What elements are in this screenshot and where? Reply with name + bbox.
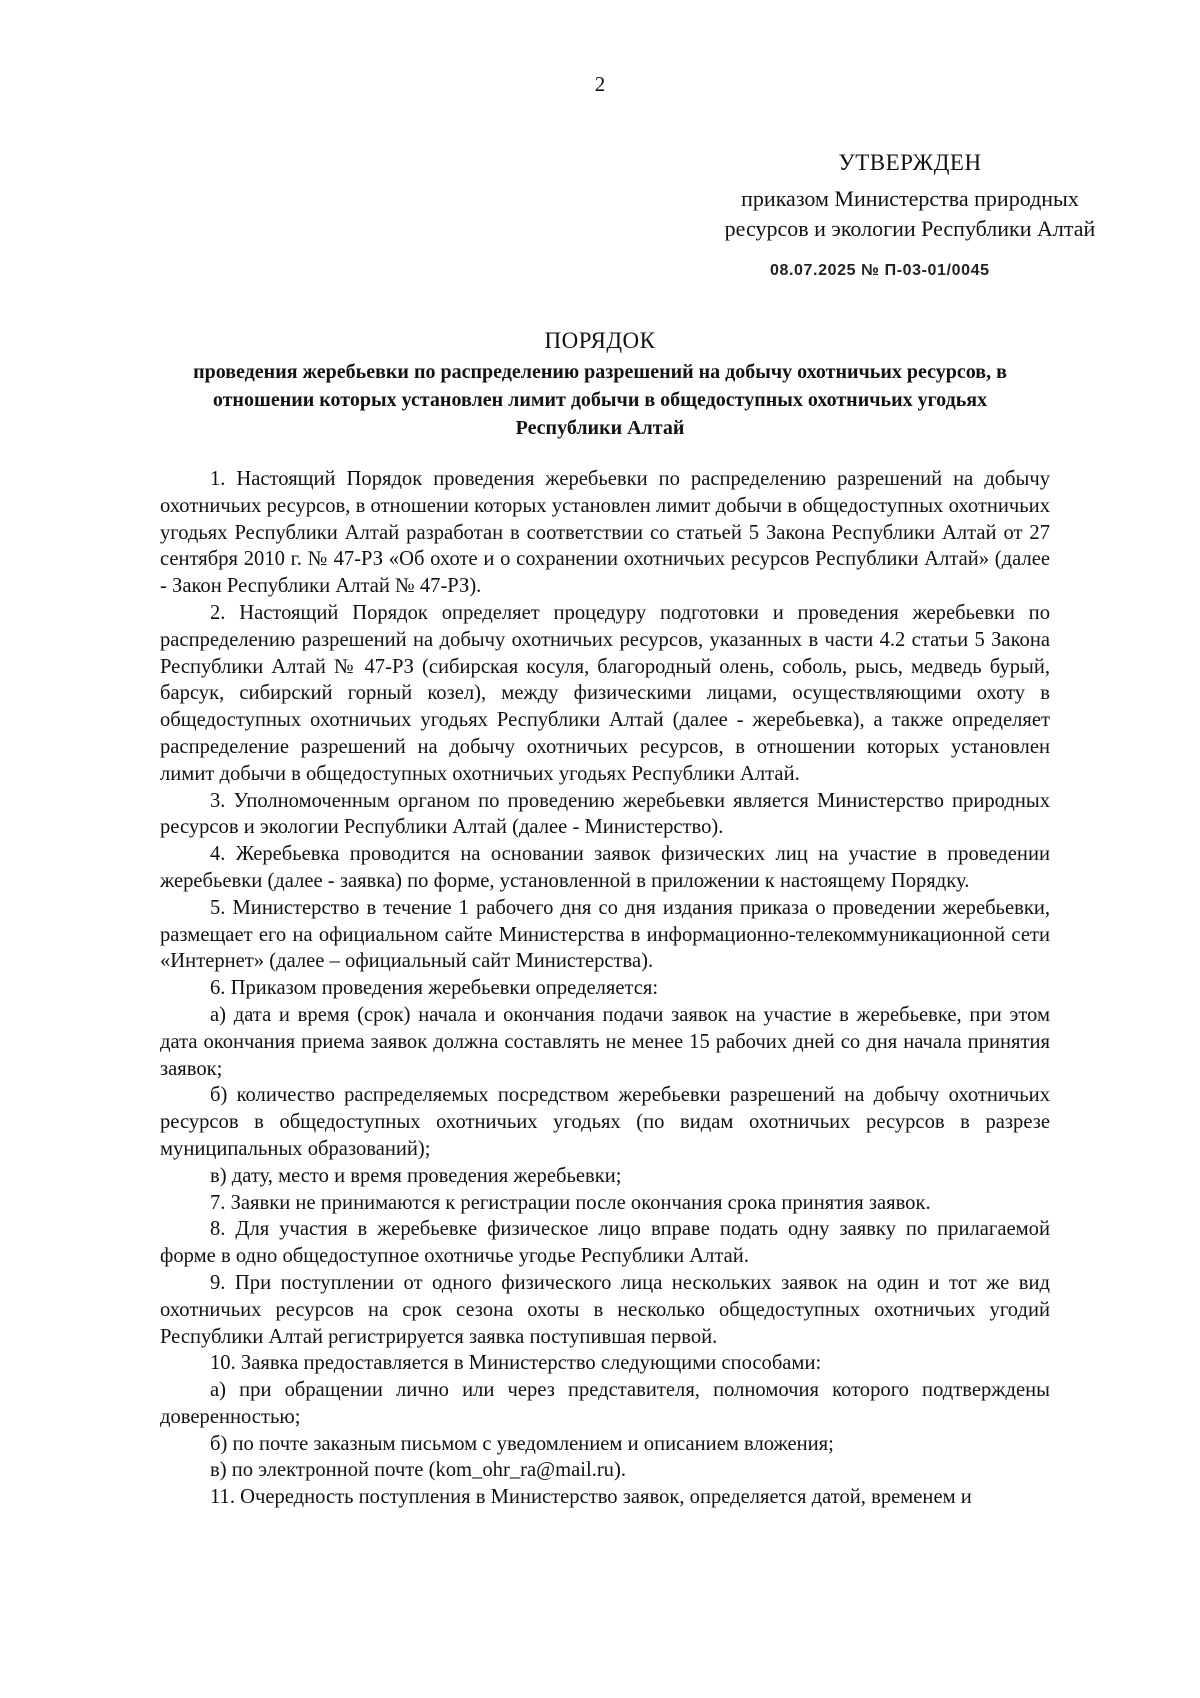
approval-line-2: ресурсов и экологии Республики Алтай [724, 216, 1096, 241]
title-subtitle: проведения жеребьевки по распределению разрешений на добычу охотничьих ресурсов, в отношении которых установлен лимит добычи в общедоступных охотничьих угодьях Республики Алтай [193, 361, 1007, 439]
paragraph: б) количество распределяемых посредством жеребьевки разрешений на добычу охотничьих ресурсов в общедоступных охотничьих угодьях (по видам охотничьих ресурсов в разрезе муниципальных образований); [160, 1084, 1050, 1160]
approved-label: УТВЕРЖДЕН [838, 150, 982, 175]
approval-block [690, 148, 1130, 244]
paragraph: 3. Уполномоченным органом по проведению жеребьевки является Министерство природных ресурсов и экологии Республики Алтай (далее - Министерство). [160, 789, 1050, 839]
paragraph: в) дату, место и время проведения жеребьевки; [210, 1164, 622, 1187]
paragraph: 10. Заявка предоставляется в Министерство следующими способами: [210, 1352, 822, 1375]
paragraph: 11. Очередность поступления в Министерство заявок, определяется датой, временем и [210, 1486, 972, 1509]
paragraph: а) при обращении лично или через представителя, полномочия которого подтверждены доверенностью; [160, 1379, 1050, 1428]
paragraph: б) по почте заказным письмом с уведомлением и описанием вложения; [210, 1432, 834, 1455]
page-number: 2 [594, 72, 606, 96]
order-reference: 08.07.2025 № П-03-01/0045 [770, 262, 990, 279]
approval-line-1: приказом Министерства природных [741, 186, 1079, 211]
paragraph: 1. Настоящий Порядок проведения жеребьевки по распределению разрешений на добычу охотничьих ресурсов, в отношении которых установлен лимит добычи в общедоступных охотничьих угодьях Республики Алтай разработан в соответствии со статьей 5 Закона Республики Алтай от 27 сентября 2010 г. № 47-РЗ «Об охоте и о сохранении охотничьих ресурсов Республики Алтай» (далее - Закон Республики Алтай № 47-РЗ). [160, 468, 1050, 598]
paragraph: 8. Для участия в жеребьевке физическое лицо вправе подать одну заявку по прилагаемой форме в одно общедоступное охотничье угодье Республики Алтай. [160, 1218, 1050, 1268]
title-main: ПОРЯДОК [544, 328, 656, 353]
paragraph: 6. Приказом проведения жеребьевки определяется: [210, 977, 659, 1000]
paragraph: 5. Министерство в течение 1 рабочего дня со дня издания приказа о проведении жеребьевки, размещает его на официальном сайте Министерства в информационно-телекоммуникационной сети «Интернет» (далее – официальный сайт Министерства). [160, 896, 1050, 973]
paragraph: 4. Жеребьевка проводится на основании заявок физических лиц на участие в проведении жеребьевки (далее - заявка) по форме, установленной в приложении к настоящему Порядку. [160, 843, 1050, 892]
paragraph: в) по электронной почте (kom_ohr_ra@mail.ru). [210, 1459, 626, 1482]
document-body [160, 466, 1050, 1511]
document-title [160, 328, 1040, 442]
paragraph: 2. Настоящий Порядок определяет процедуру подготовки и проведения жеребьевки по распределению разрешений на добычу охотничьих ресурсов, указанных в части 4.2 статьи 5 Закона Республики Алтай № 47-РЗ (сибирская косуля, благородный олень, соболь, рысь, медведь бурый, барсук, сибирский горный козел), между физическими лицами, осуществляющими охоту в общедоступных охотничьих угодьях Республики Алтай (далее - жеребьевка), а также определяет распределение разрешений на добычу охотничьих ресурсов, в отношении которых установлен лимит добычи в общедоступных охотничьих угодьях Республики Алтай. [160, 601, 1050, 785]
paragraph: 9. При поступлении от одного физического лица нескольких заявок на один и тот же вид охотничьих ресурсов на срок сезона охоты в несколько общедоступных охотничьих угодий Республики Алтай регистрируется заявка поступившая первой. [160, 1271, 1050, 1348]
paragraph: а) дата и время (срок) начала и окончания подачи заявок на участие в жеребьевке, при этом дата окончания приема заявок должна составлять не менее 15 рабочих дней со дня начала принятия заявок; [160, 1003, 1050, 1080]
paragraph: 7. Заявки не принимаются к регистрации после окончания срока принятия заявок. [210, 1191, 931, 1214]
